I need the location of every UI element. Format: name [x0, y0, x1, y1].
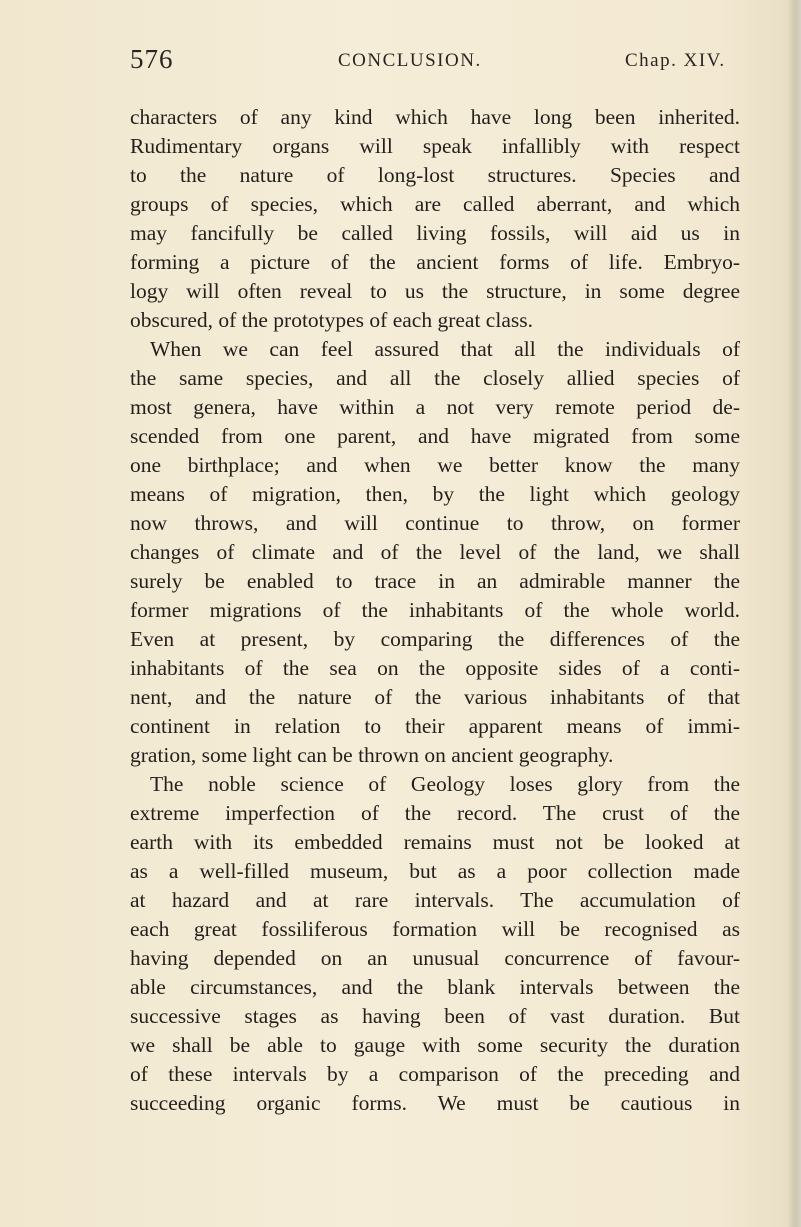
chapter-label: Chap. XIV.	[625, 50, 726, 71]
text-line: inhabitants of the sea on the opposite sides of a conti-	[130, 656, 740, 680]
text-line: we shall be able to gauge with some security the duration	[130, 1033, 740, 1057]
text-line: surely be enabled to trace in an admirable manner the	[130, 569, 740, 593]
text-line: most genera, have within a not very remote period de-	[130, 395, 740, 419]
text-line: of these intervals by a comparison of the preceding and	[130, 1062, 740, 1086]
page-number: 576	[130, 44, 174, 74]
page-header	[130, 44, 790, 84]
body-text	[130, 103, 740, 1118]
text-line: groups of species, which are called aberrant, and which	[130, 192, 740, 216]
text-line: changes of climate and of the level of the land, we shall	[130, 540, 740, 564]
text-line: earth with its embedded remains must not be looked at	[130, 830, 740, 854]
text-line: scended from one parent, and have migrated from some	[130, 424, 740, 448]
text-line: logy will often reveal to us the structure, in some degree	[130, 279, 740, 303]
text-line: having depended on an unusual concurrence of favour-	[130, 946, 740, 970]
text-line: gration, some light can be thrown on ancient geography.	[130, 743, 614, 767]
text-line: nent, and the nature of the various inhabitants of that	[130, 685, 740, 709]
text-line: to the nature of long-lost structures. Species and	[130, 163, 740, 187]
text-line: obscured, of the prototypes of each great class.	[130, 308, 533, 332]
text-line: When we can feel assured that all the individuals of	[150, 337, 740, 361]
running-title: CONCLUSION.	[338, 50, 482, 71]
text-line: continent in relation to their apparent means of immi-	[130, 714, 740, 738]
text-line: characters of any kind which have long been inherited.	[130, 105, 740, 129]
text-line: at hazard and at rare intervals. The accumulation of	[130, 888, 740, 912]
text-line: former migrations of the inhabitants of the whole world.	[130, 598, 740, 622]
text-line: able circumstances, and the blank intervals between the	[130, 975, 740, 999]
text-line: extreme imperfection of the record. The crust of the	[130, 801, 740, 825]
text-line: means of migration, then, by the light which geology	[130, 482, 740, 506]
text-line: forming a picture of the ancient forms of life. Embryo-	[130, 250, 740, 274]
text-line: as a well-filled museum, but as a poor collection made	[130, 859, 740, 883]
text-line: now throws, and will continue to throw, on former	[130, 511, 740, 535]
text-line: Rudimentary organs will speak infallibly with respect	[130, 134, 740, 158]
text-line: The noble science of Geology loses glory from the	[150, 772, 740, 796]
text-line: the same species, and all the closely allied species of	[130, 366, 740, 390]
text-line: succeeding organic forms. We must be cautious in	[130, 1091, 740, 1115]
text-line: one birthplace; and when we better know the many	[130, 453, 740, 477]
text-line: each great fossiliferous formation will be recognised as	[130, 917, 740, 941]
text-line: may fancifully be called living fossils, will aid us in	[130, 221, 740, 245]
text-line: Even at present, by comparing the differences of the	[130, 627, 740, 651]
text-line: successive stages as having been of vast duration. But	[130, 1004, 740, 1028]
page-edge	[787, 0, 801, 1227]
